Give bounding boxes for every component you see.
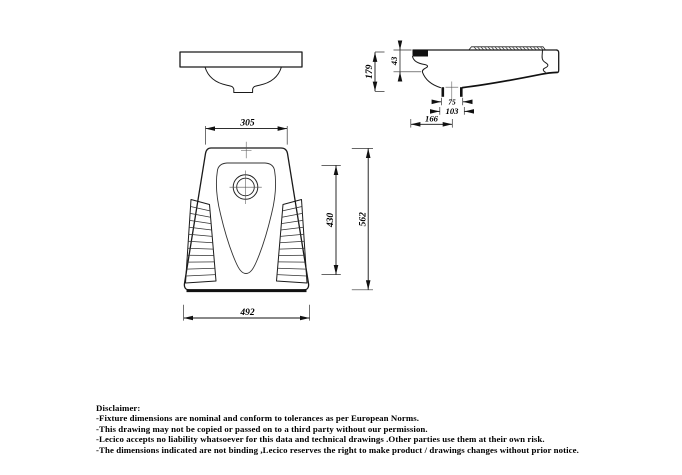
- plan-drain-centerlines: [230, 171, 262, 205]
- disclaimer-line: -Lecico accepts no liability whatsoever for this data and technical drawings .Other parties use them at their own risk.: [96, 434, 545, 445]
- dimension-plan-top-width: [206, 119, 288, 145]
- front-elevation-view: [180, 52, 302, 93]
- plan-inner-bowl-outline: [217, 163, 276, 274]
- dimension-plan-bowl-length: [322, 165, 341, 274]
- dimension-plan-overall-length: [352, 148, 373, 289]
- disclaimer-block: [96, 403, 616, 455]
- side-right-edge: [557, 50, 559, 72]
- front-rim-outline: [180, 52, 302, 67]
- dim-text-179: 179: [365, 64, 375, 79]
- side-underside-edge: [463, 72, 558, 87]
- dim-text-562: 562: [358, 212, 369, 227]
- dimension-plan-bottom-width: [184, 305, 310, 321]
- dimension-side-rim-height: [389, 42, 421, 81]
- dim-text-430: 430: [326, 212, 337, 228]
- dim-text-492: 492: [240, 307, 255, 318]
- plan-top-centerline: [241, 142, 252, 158]
- dim-text-103: 103: [445, 106, 459, 116]
- dim-text-166: 166: [425, 113, 438, 124]
- side-rim-section: [413, 50, 429, 57]
- disclaimer-line: -This drawing may not be copied or passed on to a third party without our permission.: [96, 423, 428, 434]
- plan-left-footrest: [186, 200, 217, 284]
- disclaimer-line: -The dimensions indicated are not binding ,Lecico reserves the right to make product / drawings changes without prior notice.: [96, 444, 579, 455]
- side-flush-notch: [542, 50, 548, 72]
- front-bowl-outline: [205, 67, 281, 93]
- dim-text-75: 75: [448, 97, 456, 107]
- disclaimer-title: Disclaimer:: [96, 403, 141, 413]
- dim-text-43: 43: [388, 56, 399, 66]
- dim-text-305: 305: [240, 118, 255, 129]
- plan-right-footrest: [277, 200, 308, 284]
- plan-view: [184, 142, 308, 291]
- disclaimer-line: -Fixture dimensions are nominal and conform to tolerances as per European Norms.: [96, 413, 420, 424]
- dimension-side-overall-height: [365, 52, 385, 91]
- side-profile-view: [413, 47, 559, 101]
